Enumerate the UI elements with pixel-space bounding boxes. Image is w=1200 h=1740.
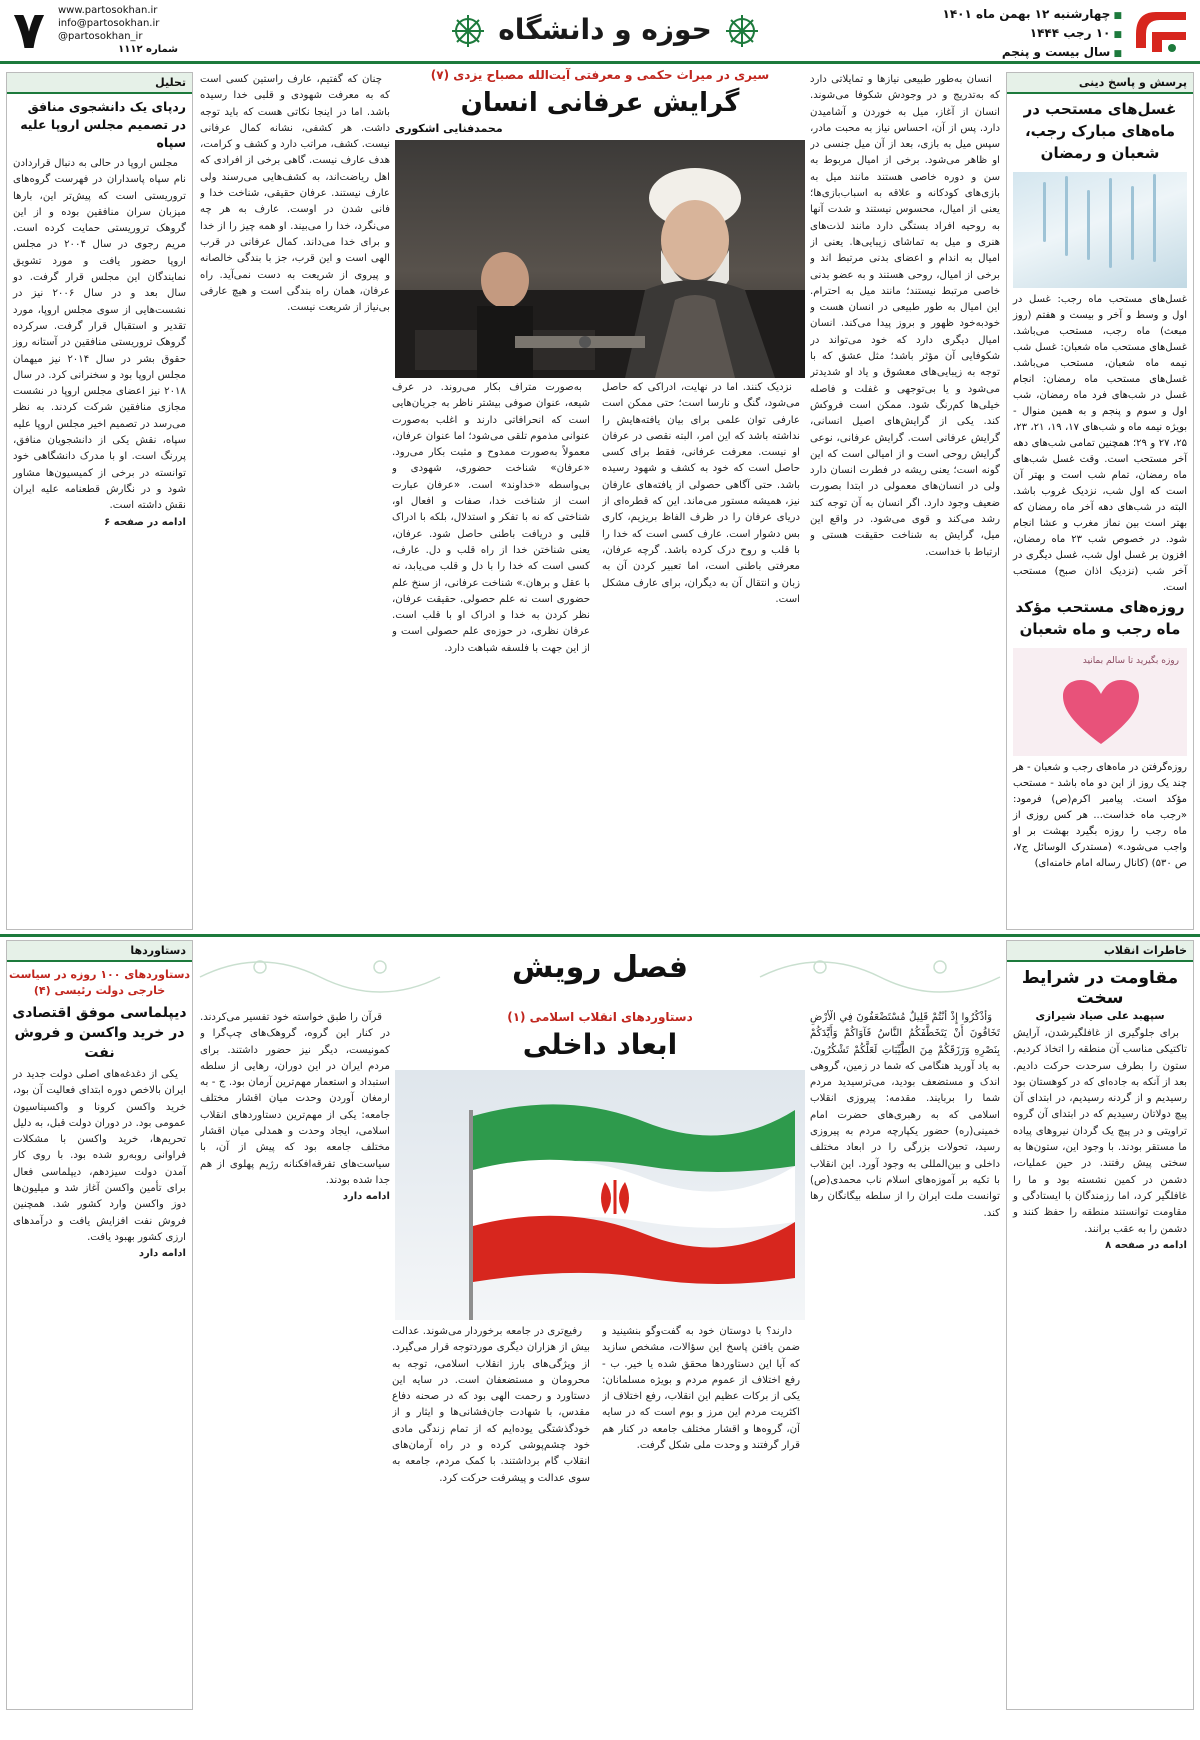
section2-column-1 bbox=[810, 1010, 1000, 1710]
achievements-kicker: دستاوردها bbox=[7, 941, 192, 962]
section2-title: فصل رویش bbox=[511, 950, 688, 985]
water-drop-icon bbox=[1109, 178, 1112, 268]
analysis-box bbox=[6, 72, 193, 930]
feature-col3-text: نزدیک کنند. اما در نهایت، ادراکی که حاصل می‌شود، گنگ و نارسا است؛ حتی ممکن است عارفی توان علمی برای بیان یافته‌هایش را نداشته باشد که این امر، البته نقصی در عرفان او نیست. معرفت عرفانی، فقط برای کسی حاصل است که خود به کشف و شهود رسیده باشد. حتی آگاهی حصولی از یافته‌های عارفان نیز، همیشه مستور می‌ماند. این که قطره‌ای از دریای عرفان را در ظرف الفاظ بریزیم، کاری بس دشوار است. عارف کسی است که خدا را با قلب و روح درک کرده باشد. گرچه عرفان، معرفتی باطنی است، اما تعبیر کردن آن به زبان و انتقال آن به دیگران، برای عارف مشکل است. bbox=[602, 382, 800, 605]
analysis-kicker: تحلیل bbox=[7, 73, 192, 94]
achievements-supertitle: دستاوردهای ۱۰۰ روزه در سیاست bbox=[8, 968, 191, 981]
achievements-box bbox=[6, 940, 193, 1710]
masthead bbox=[0, 0, 1200, 64]
date-fa: ■ چهارشنبه ۱۲ بهمن ماه ۱۴۰۱ bbox=[942, 6, 1122, 25]
iran-flag-illustration bbox=[395, 1070, 805, 1320]
section2-kicker: دستاوردهای انقلاب اسلامی (۱) bbox=[507, 1010, 693, 1024]
analysis-body-text: مجلس اروپا در حالی به دنبال قراردادن نام سپاه پاسداران در فهرست گروه‌های تروریستی است که پیش‌تر این، بارها میزبان سران منافقین بوده و از این گروهک تروریستی حمایت کرده است. مریم رجوی در سال ۲۰۰۴ در مجلس اروپا حضور یافت و مورد تشویق نمایندگان این مجلس قرار گرفت. دو سال بعد و در سال ۲۰۰۶ نیز در نشست‌هایی از سوی مجلس اروپا، مورد تقدیر و استقبال قرار گرفت. سرکرده گروهک تروریستی منافقین در آستانه روز حقوق بشر در سال ۲۰۱۴ نیز میهمان مجلس اروپا بود و سخنرانی کرد. در سال ۲۰۱۸ نیز اعضای مجلس اروپا در نشست مجازی منافقین شرکت کردند. به نظر می‌رسد در تصمیم اخیر مجلس اروپا علیه سپاه، نقش یکی از دانشجویان منافق، پررنگ است. او با مدرک دانشگاهی خود توانسته در برخی از کمیسیون‌ها مشاور شود و در نگارش قطعنامه علیه ایران نقش داشته است. bbox=[13, 158, 186, 512]
logo-mark-icon bbox=[1130, 4, 1192, 58]
section2-headline[interactable]: ابعاد داخلی bbox=[522, 1028, 678, 1061]
religious-qa-sidebar bbox=[1006, 72, 1194, 930]
section2-col1-text: وَأَذْكُرُوا إِذْ أَنْتُمْ قَلِيلٌ مُسْتَضْعَفُونَ فِي الْأَرْضِ تَخَافُونَ أَنْ يَتَخَطَّفَكُمُ النَّاسُ فَآوَاكُمْ وَأَيَّدَكُمْ بِنَصْرِهِ وَرَزَقَكُمْ مِنَ الطَّيِّبَاتِ لَعَلَّكُمْ تَشْكُرُونَ. به یاد آورید هنگامی که شما در زمین، گروهی اندک و مستضعف بودید، می‌ترسیدید مردم شما را بربایند. مقدمه: پیروزی انقلاب اسلامی که به رهبری‌های حضرت امام خمینی(ره) حضور یکپارچه مردم به پیروزی رسید، تحولات بزرگی را در ابعاد مختلف داخلی و بین‌المللی به وجود آورد. این انقلاب با تکیه بر آموزه‌های اسلام ناب محمدی(ص) توانست ملت ایران را از سلطه بیگانگان رها کند. bbox=[810, 1012, 1000, 1219]
achievements-body-text: یکی از دغدغه‌های اصلی دولت جدید در ایران بالاخص دوره ابتدای فعالیت آن بود، خرید واکسن کرونا و واکسیناسیون عمومی بود. در دوران دولت قبل، به دلیل تحریم‌ها، خرید واکسن با مشکلات فراوانی روبه‌رو شده بود. با روی کار آمدن دولت سیزدهم، دیپلماسی فعال برای تأمین واکسن آغاز شد و میلیون‌ها دوز واکسن وارد کشور شد. همچنین فروش نفت افزایش یافت و درآمدهای ارزی کشور بهبود یافت. bbox=[13, 1069, 186, 1243]
water-drop-icon bbox=[1043, 182, 1046, 242]
section2-column-2 bbox=[392, 1324, 590, 1710]
section2-column-4 bbox=[200, 1010, 390, 1710]
website-link[interactable]: www.partosokhan.ir bbox=[58, 5, 158, 16]
achievements-continued: ادامه دارد bbox=[138, 1248, 186, 1260]
publication-year: ■ سال بیست و پنجم bbox=[942, 44, 1122, 63]
section2-continued: ادامه دارد bbox=[342, 1191, 390, 1203]
newspaper-logo[interactable] bbox=[1130, 4, 1192, 58]
sidebar-kicker: پرسش و پاسخ دینی bbox=[1007, 73, 1193, 94]
achievements-body bbox=[7, 1067, 192, 1707]
fasting-image-caption: روزه بگیرید تا سالم بمانید bbox=[1082, 656, 1179, 666]
date-hijri: ■ ۱۰ رجب ۱۴۴۴ bbox=[942, 25, 1122, 44]
analysis-title[interactable]: ردپای یک دانشجوی منافق در تصمیم مجلس اروپا علیه سپاه bbox=[20, 99, 186, 150]
feature-col4-text: چنان که گفتیم، عارف راستین کسی است که به معرفت شهودی و قلبی خدا رسیده باشد. اما در اینجا نکاتی هست که باید توجه داشت. هر کشفی، نشانه کمال عرفانی نیست. کشف، مراتب دارد و کشف و کرامت، هدف عارف نیست. گاهی برخی از افرادی که اهل ریاضت‌اند، به کشف‌هایی می‌رسند ولی عارف نیستند. عرفان حقیقی، شناخت خدا و فانی شدن در اوست. عارف به هر چه می‌نگرد، خدا را می‌بیند. او همه چیز را از خدا و برای خدا می‌داند. کمال عرفانی در قرب الهی است و این قرب، جز با بندگی خالصانه و پیروی از شریعت به دست نمی‌آید. راه عرفان، همان راه بندگی است و هیچ عارفی بی‌نیاز از شریعت نیست. bbox=[200, 74, 390, 314]
cleric-portrait-photo bbox=[395, 140, 805, 378]
memo-author: سپهبد علی صیاد شیرازی bbox=[1035, 1010, 1165, 1022]
ornament-left-icon bbox=[448, 11, 488, 51]
email-link[interactable]: info@partosokhan.ir bbox=[58, 18, 160, 29]
feature-kicker: سیری در میراث حکمی و معرفتی آیت‌الله مصباح یزدی (۷) bbox=[430, 68, 770, 82]
feature-author: محمدفنایی اشکوری bbox=[395, 122, 503, 135]
feature-col2-text: به‌صورت متراف بکار می‌روند. در عرف شیعه، عنوان صوفی بیشتر ناظر به جریان‌هایی است که انحرافاتی دارند و اغلب به‌صورت عنوانی مذموم تلقی می‌شود؛ اما عنوان عرفان، معمولاً به‌صورت ممدوح و مثبت بکار می‌رود. «عرفان» شناخت حضوری، شهودی و بی‌واسطه «خداوند» است. «عرفان عبارت است از شناخت خدا، صفات و افعال او، شناختی که نه با تفکر و استدلال، بلکه با ادراک قلبی و دریافت باطنی حاصل شود. عرفان، یعنی شناختن خدا از راه قلب و دل. عارف، کسی است که خدا را با دل و قلب می‌یابد، نه با عقل و برهان.» شناخت عرفانی، از سنخ علم حضوری است نه علم حصولی. حقیقت عرفان، نظر کردن به خدا و ادراک او با قلب است. عرفان نظری، در حوزه‌ی علم حصولی است و از این جهت با فلسفه شباهت دارد. bbox=[392, 382, 590, 654]
instagram-link[interactable]: @partosokhan_ir bbox=[58, 31, 143, 42]
cleric-portrait-illustration bbox=[395, 140, 805, 378]
ornament-right-icon bbox=[722, 11, 762, 51]
section2-col4-text: قرآن را طبق خواسته خود تفسیر می‌کردند. در کنار این گروه، گروهک‌های چپ‌گرا و کمونیست، دیگر نیز حضور داشتند. برای مردم ایران در این دوران، رهایی از سلطه استبداد و استعمار مهم‌ترین آرمان بود. ج - به ارمغان آوردن وحدت میان اقشار مختلف جامعه: یکی از مهم‌ترین دستاوردهای انقلاب اسلامی، ایجاد وحدت و همدلی میان اقشار مختلف جامعه بود که پیش از آن، با سیاست‌های تفرقه‌افکنانه رژیم پهلوی از هم جدا شده بودند. bbox=[200, 1012, 390, 1186]
section2-col2-text: رفیع‌تری در جامعه برخوردار می‌شوند. عدالت بیش از هزاران دیگری موردتوجه قرار می‌گیرد. از ویژگی‌های بارز انقلاب اسلامی، توجه به محرومان و مستضعفان است. در سایه این دستاورد و رحمت الهی بود که در صحنه دفاع مقدس، با شهادت جان‌فشانی‌ها و ایثار و از خودگذشتگی یوده‌ایم که از تمام زندگی مادی خود چشم‌پوشی کرده و در راه آرمان‌های انقلاب گام برداشتند. با کمک مردم، جامعه به سوی عدالت و پیشرفت حرکت کرد. bbox=[392, 1326, 590, 1484]
feature-column-3 bbox=[602, 380, 800, 928]
shower-water-image bbox=[1013, 172, 1187, 288]
section2-col3-text: دارند؟ با دوستان خود به گفت‌وگو بنشینید و ضمن یافتن پاسخ این سؤالات، مشخص سازید که آیا این دستاوردها محقق شده یا خیر. ب - رفع اختلاف از عموم مردم و بویژه مسلمانان: یکی از برکات عظیم این انقلاب، رفع اختلاف از اکثریت مردم این مرز و بوم است که در سایه آن، گروه‌ها و اقشار مختلف جامعه در کنار هم قرار گرفتند و وحدت ملی شکل گرفت. bbox=[602, 1326, 800, 1452]
achievements-subtitle: خارجی دولت رئیسی (۴) bbox=[33, 984, 166, 997]
iran-flag-photo bbox=[395, 1070, 805, 1320]
date-block bbox=[942, 6, 1122, 63]
sidebar-title-2: روزه‌های مستحب مؤکد ماه رجب و ماه شعبان bbox=[1015, 598, 1185, 638]
memo-body bbox=[1007, 1026, 1193, 1686]
feature-column-4 bbox=[200, 72, 390, 928]
section2-column-3 bbox=[602, 1324, 800, 1710]
feature-col1-text: انسان به‌طور طبیعی نیازها و تمایلاتی دارد که به‌تدریج و در وجودش شکوفا می‌شوند. انسان از آغاز، میل به خوردن و آشامیدن دارد. پس از آن، احساس نیاز به محبت مادر، سپس میل به بازی، بعد از آن میل جنسی در او ظاهر می‌شود. برخی از امیال مربوط به سن و دوره خاصی هستند مانند میل به بازی‌های کودکانه و علاقه به اسباب‌بازی‌ها؛ یعنی از امیال، محسوس نیستند و شدت آنها به روحیه افراد بستگی دارد مانند لذت‌های هنری و میل به تماشای زیبایی‌ها. یعنی از امیال به اندام و اعضای بدنی مرتبط اند و برخی از امیال، روحی هستند و به عضو بدنی خاصی مرتبط نیستند؛ مانند میل به احترام. این امیال به طور طبیعی در انسان هست و خودبه‌خود ظهور و بروز پیدا می‌کند. انسان امیال دیگری دارد که خود می‌تواند در شکوفایی آن مؤثر باشد؛ مثل عشق که با توجه به زیبایی‌های معشوق و یاد او شدیدتر می‌شود و یا بی‌توجهی و غفلت و فاصله خیلی‌ها کم‌رنگ شود. ممکن است فروکش کند. یکی از گرایش‌های اصیل انسانی، گرایش عرفانی است. گرایش عرفانی، نوعی گرایش روحی است و از امیالی است که این گونه است؛ یعنی ریشه در فطرت انسان دارد ولی در انسان‌های معمولی در ابتدا بصورت ضعیف وجود دارد. اگر انسان به آن توجه کند رشد می‌کند و قوی می‌شود. در واقع این میل، گرایش به شناخت حقیقت هستی و ارتباط با خداست. bbox=[810, 74, 1000, 558]
revolution-memoir-box bbox=[1006, 940, 1194, 1710]
water-drop-icon bbox=[1153, 174, 1156, 262]
memo-title[interactable]: مقاومت در شرایط سخت bbox=[1021, 968, 1179, 1008]
analysis-body bbox=[7, 156, 192, 916]
feature-title[interactable]: گرایش عرفانی انسان bbox=[460, 88, 740, 118]
water-drop-icon bbox=[1087, 190, 1090, 260]
memo-continued[interactable]: ادامه در صفحه ۸ bbox=[1105, 1239, 1187, 1251]
fasting-heart-image bbox=[1013, 648, 1187, 756]
sidebar-title: غسل‌های مستحب در ماه‌های مبارک رجب، شعبان و رمضان bbox=[1023, 100, 1177, 162]
feature-column-1 bbox=[810, 72, 1000, 928]
feature-column-2 bbox=[392, 380, 590, 928]
sidebar-body: غسل‌های مستحب ماه رجب: غسل در اول و وسط و آخر و بیست و هفتم (روز مبعث) ماه رجب، مستحب می‌باشد. غسل‌های مستحب ماه شعبان: غسل شب نیمه ماه شعبان، مستحب می‌باشد. غسل‌های مستحب ماه رمضان: انجام غسل در شب‌های فرد ماه رمضان، شب اول و سوم و پنجم و به همین منوال - بویژه نیمه ماه و شب‌های ۱۷، ۱۹، ۲۱، ۲۳، ۲۵، ۲۷ و ۲۹؛ همچنین تمامی شب‌های دهه آخر مستحب است. وقت غسل شب‌های ماه رمضان، تمام شب است و بهتر آن است که اول شب، نزدیک غروب باشد. البته در شب‌های دهه آخر ماه رمضان که بهتر است بین نماز مغرب و عشا انجام شود. در خصوص شب ۲۳ ماه رمضان، افزون بر غسل اول شب، غسل دیگری در آخر شب (نزدیک اذان صبح) مستحب است. bbox=[1013, 294, 1188, 592]
memo-body-text: برای جلوگیری از غافلگیرشدن، آرایش تاکتیکی مناسب آن منطقه را اتخاذ کردیم. ستون را بطرف سرحدت حرکت دادیم. بعد از آنکه به جاده‌ای که در کوهستان بود رسیدیم و از گردنه رسیدیم، در ابتدای آن پیچ دولاتان رسیدیم که در ابتدای آن گروه تراویتی و در پیچ یک گردان نیروهای پیاده ما مستقر بودند. با وجود این، ستون‌ها به سختی پیش رفتند. در حین عملیات، دشمن در کمین نشسته بود و ما را غافلگیر کرد، اما رزمندگان با ایستادگی و مقاومت توانستند منطقه را حفظ کنند و دشمن را به عقب برانند. bbox=[1013, 1028, 1187, 1235]
achievements-title[interactable]: دیپلماسی موفق اقتصادی در خرید واکسن و فروش نفت bbox=[12, 1005, 187, 1061]
section-title-text: حوزه و دانشگاه bbox=[498, 13, 712, 46]
section-title bbox=[440, 8, 770, 52]
issue-number: شماره ۱۱۱۲ bbox=[118, 44, 178, 55]
memo-kicker: خاطرات انقلاب bbox=[1007, 941, 1193, 962]
sidebar-body-2: روزه‌گرفتن در ماه‌های رجب و شعبان - هر چند یک روز از این دو ماه باشد - مستحب مؤکد است. پیامبر اکرم(ص) فرمود: «رجب ماه خداست... هر کس روزی از ماه رجب را روزه بگیرد بهشت بر او واجب می‌شود.» (مستدرک الوسائل ج۷، ص ۵۳۰) (کانال رساله امام خامنه‌ای) bbox=[1013, 762, 1187, 869]
analysis-continued[interactable]: ادامه در صفحه ۶ bbox=[104, 516, 186, 528]
page-number: ۷ bbox=[13, 1, 45, 61]
water-drop-icon bbox=[1131, 186, 1134, 260]
contacts-block bbox=[58, 4, 178, 56]
heart-icon bbox=[1061, 678, 1141, 748]
water-drop-icon bbox=[1065, 176, 1068, 256]
